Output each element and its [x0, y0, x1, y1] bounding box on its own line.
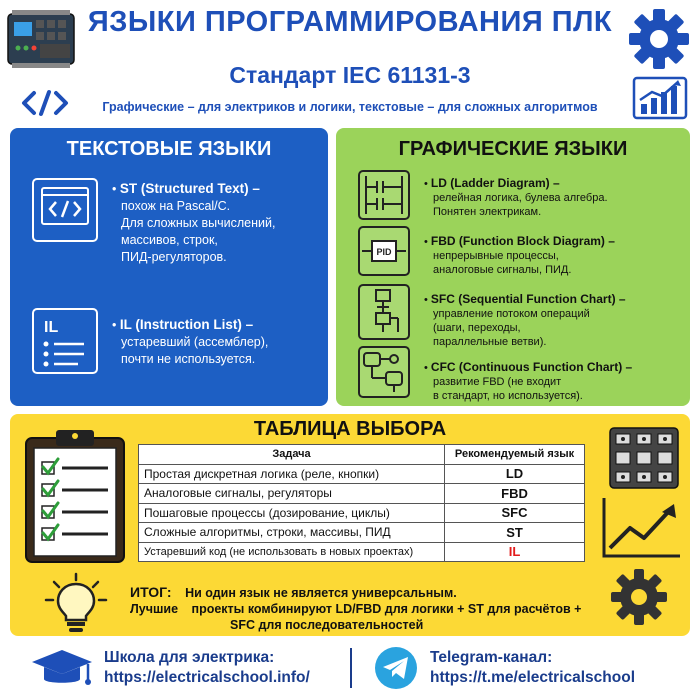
- text-languages-title: ТЕКСТОВЫЕ ЯЗЫКИ: [66, 138, 272, 160]
- telegram-icon: [374, 646, 418, 690]
- code-brackets-icon: [20, 88, 70, 118]
- language-cell: IL: [445, 542, 585, 562]
- st-name: ST (Structured Text) –: [119, 181, 260, 196]
- table-row: [139, 503, 585, 523]
- task-cell: Сложные алгоритмы, строки, массивы, ПИД: [139, 523, 445, 543]
- task-column-header: Задача: [139, 445, 445, 465]
- summary-line-3: SFC для последовательностей: [230, 618, 424, 632]
- graphic-languages-title: ГРАФИЧЕСКИЕ ЯЗЫКИ: [398, 138, 628, 160]
- relay-module-icon: [608, 426, 680, 490]
- summary-block: [130, 584, 630, 633]
- table-row: [139, 523, 585, 543]
- gear-small-icon: [610, 568, 668, 626]
- gear-icon: [628, 8, 690, 70]
- language-cell: SFC: [445, 503, 585, 523]
- growth-chart-icon: [632, 76, 688, 120]
- st-description: • ST (Structured Text) – похож на Pascal/C. Для сложных вычислений, массивов, строк, ПИД-регуляторов.: [112, 181, 276, 264]
- svg-text:IL: IL: [44, 319, 59, 336]
- ladder-diagram-icon: [358, 170, 410, 220]
- school-link-block: [104, 648, 344, 688]
- page-title: ЯЗЫКИ ПРОГРАММИРОВАНИЯ ПЛК: [87, 6, 613, 38]
- graduation-cap-icon: [30, 648, 94, 690]
- lightbulb-icon: [40, 572, 112, 634]
- cfc-name: CFC (Continuous Function Chart) –: [430, 360, 633, 374]
- language-column-header: Рекомендуемый язык: [445, 445, 585, 465]
- il-name: IL (Instruction List) –: [119, 317, 254, 332]
- language-cell: LD: [445, 464, 585, 484]
- fbd-description: • FBD (Function Block Diagram) – непрерывные процессы, аналоговые сигналы, ПИД.: [424, 234, 615, 276]
- telegram-label: Telegram-канал:: [430, 649, 553, 666]
- task-cell: Аналоговые сигналы, регуляторы: [139, 484, 445, 504]
- school-url-link[interactable]: https://electricalschool.info/: [104, 669, 310, 686]
- table-row: [139, 484, 585, 504]
- selection-title: ТАБЛИЦА ВЫБОРА: [253, 418, 447, 440]
- task-cell: Простая дискретная логика (реле, кнопки): [139, 464, 445, 484]
- list-icon: [32, 308, 98, 374]
- il-description: • IL (Instruction List) – устаревший (ассемблер), почти не используется.: [112, 317, 269, 366]
- table-row: [139, 542, 585, 562]
- code-icon: [32, 178, 98, 242]
- summary-label-2: Лучшие: [130, 602, 179, 616]
- summary-label: ИТОГ:: [130, 584, 172, 600]
- ld-description: • LD (Ladder Diagram) – релейная логика, булева алгебра. Понятен электрикам.: [424, 176, 608, 218]
- task-cell: Устаревший код (не использовать в новых проектах): [139, 542, 445, 562]
- header-tagline: Графические – для электриков и логики, текстовые – для сложных алгоритмов: [102, 100, 598, 114]
- school-label: Школа для электрика:: [104, 649, 275, 666]
- sfc-description: • SFC (Sequential Function Chart) – управление потоком операций (шаги, переходы, параллельные ветви).: [424, 292, 626, 348]
- fbd-name: FBD (Function Block Diagram) –: [430, 234, 615, 248]
- standard-subtitle: Стандарт IEC 61131-3: [229, 62, 471, 88]
- cfc-chart-icon: [358, 346, 410, 398]
- task-cell: Пошаговые процессы (дозирование, циклы): [139, 503, 445, 523]
- trend-arrow-icon: [600, 494, 684, 560]
- footer-divider: [350, 648, 352, 688]
- summary-line-1: Ни один язык не является универсальным.: [185, 586, 457, 600]
- language-cell: ST: [445, 523, 585, 543]
- telegram-url-link[interactable]: https://t.me/electricalschool: [430, 669, 635, 686]
- sfc-name: SFC (Sequential Function Chart) –: [430, 292, 626, 306]
- telegram-link-block: [430, 648, 690, 688]
- summary-line-2: проекты комбинируют LD/FBD для логики + ST для расчётов +: [191, 602, 582, 616]
- language-cell: FBD: [445, 484, 585, 504]
- plc-device-icon: [6, 8, 76, 70]
- sfc-chart-icon: [358, 284, 410, 340]
- table-row: [139, 464, 585, 484]
- clipboard-checklist-icon: [22, 426, 128, 566]
- cfc-description: • CFC (Continuous Function Chart) – развитие FBD (не входит в стандарт, но используется).: [424, 360, 633, 402]
- ld-name: LD (Ladder Diagram) –: [430, 176, 560, 190]
- pid-block-icon: [358, 226, 410, 276]
- selection-table: [138, 444, 585, 562]
- svg-text:PID: PID: [376, 247, 392, 257]
